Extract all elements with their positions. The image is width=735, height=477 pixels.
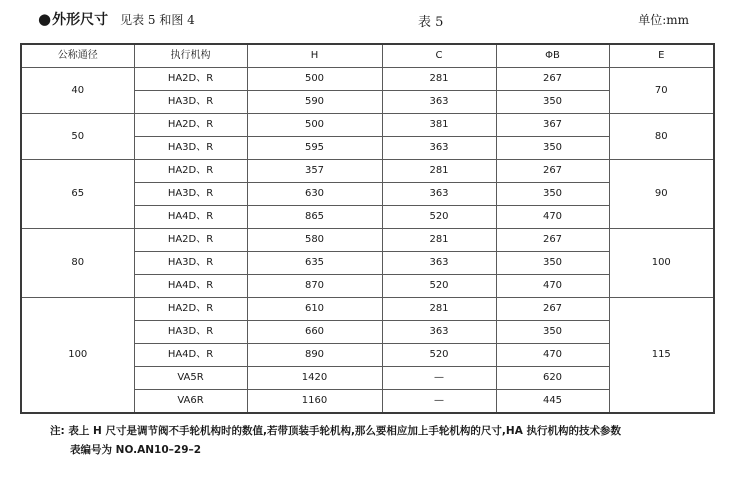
nominal-diameter-cell: 50 <box>21 114 134 160</box>
h-cell: 865 <box>247 206 382 229</box>
table-row <box>21 160 714 183</box>
actuator-cell: HA4D、R <box>134 275 247 298</box>
phi-b-cell: 470 <box>496 344 609 367</box>
phi-b-cell: 470 <box>496 206 609 229</box>
nominal-diameter-cell: 80 <box>21 229 134 298</box>
c-cell: 363 <box>382 321 496 344</box>
phi-b-cell: 350 <box>496 252 609 275</box>
h-cell: 630 <box>247 183 382 206</box>
c-cell: — <box>382 390 496 414</box>
h-cell: 357 <box>247 160 382 183</box>
phi-b-cell: 445 <box>496 390 609 414</box>
c-cell: 520 <box>382 206 496 229</box>
actuator-cell: HA3D、R <box>134 91 247 114</box>
section-title: 外形尺寸 <box>52 12 109 28</box>
phi-b-cell: 267 <box>496 298 609 321</box>
c-cell: — <box>382 367 496 390</box>
h-cell: 580 <box>247 229 382 252</box>
actuator-cell: HA2D、R <box>134 114 247 137</box>
h-cell: 870 <box>247 275 382 298</box>
table-row <box>21 68 714 91</box>
actuator-cell: VA6R <box>134 390 247 414</box>
actuator-cell: HA4D、R <box>134 206 247 229</box>
phi-b-cell: 620 <box>496 367 609 390</box>
c-cell: 363 <box>382 252 496 275</box>
table-number: 表 5 <box>418 15 444 30</box>
c-cell: 520 <box>382 275 496 298</box>
column-header: ΦB <box>496 44 609 68</box>
c-cell: 363 <box>382 183 496 206</box>
table-row <box>21 229 714 252</box>
c-cell: 281 <box>382 160 496 183</box>
table-row <box>21 298 714 321</box>
c-cell: 520 <box>382 344 496 367</box>
actuator-cell: HA4D、R <box>134 344 247 367</box>
h-cell: 635 <box>247 252 382 275</box>
c-cell: 363 <box>382 137 496 160</box>
actuator-cell: HA3D、R <box>134 321 247 344</box>
c-cell: 281 <box>382 229 496 252</box>
unit-label: 单位:mm <box>638 13 689 27</box>
column-header: E <box>609 44 714 68</box>
c-cell: 281 <box>382 298 496 321</box>
nominal-diameter-cell: 40 <box>21 68 134 114</box>
column-header: 执行机构 <box>134 44 247 68</box>
nominal-diameter-cell: 65 <box>21 160 134 229</box>
actuator-cell: HA2D、R <box>134 229 247 252</box>
actuator-cell: HA3D、R <box>134 137 247 160</box>
phi-b-cell: 350 <box>496 321 609 344</box>
table-row <box>21 114 714 137</box>
phi-b-cell: 350 <box>496 91 609 114</box>
table-header-row <box>21 44 714 68</box>
section-reference: 见表 5 和图 4 <box>120 13 195 27</box>
actuator-cell: HA3D、R <box>134 183 247 206</box>
phi-b-cell: 470 <box>496 275 609 298</box>
h-cell: 1160 <box>247 390 382 414</box>
actuator-cell: HA3D、R <box>134 252 247 275</box>
phi-b-cell: 350 <box>496 137 609 160</box>
c-cell: 381 <box>382 114 496 137</box>
h-cell: 595 <box>247 137 382 160</box>
column-header: H <box>247 44 382 68</box>
footnote-line: 表编号为 NO.AN10–29–2 <box>70 444 202 456</box>
column-header: C <box>382 44 496 68</box>
h-cell: 500 <box>247 68 382 91</box>
phi-b-cell: 350 <box>496 183 609 206</box>
h-cell: 500 <box>247 114 382 137</box>
page-header <box>0 0 735 42</box>
phi-b-cell: 267 <box>496 160 609 183</box>
c-cell: 363 <box>382 91 496 114</box>
nominal-diameter-cell: 100 <box>21 298 134 414</box>
phi-b-cell: 267 <box>496 229 609 252</box>
actuator-cell: VA5R <box>134 367 247 390</box>
phi-b-cell: 267 <box>496 68 609 91</box>
dimension-table <box>20 43 715 414</box>
actuator-cell: HA2D、R <box>134 68 247 91</box>
h-cell: 1420 <box>247 367 382 390</box>
e-cell: 80 <box>609 114 714 160</box>
section-heading <box>38 9 195 29</box>
h-cell: 890 <box>247 344 382 367</box>
c-cell: 281 <box>382 68 496 91</box>
e-cell: 70 <box>609 68 714 114</box>
actuator-cell: HA2D、R <box>134 298 247 321</box>
actuator-cell: HA2D、R <box>134 160 247 183</box>
h-cell: 660 <box>247 321 382 344</box>
bullet-icon: ● <box>38 10 52 28</box>
h-cell: 610 <box>247 298 382 321</box>
h-cell: 590 <box>247 91 382 114</box>
e-cell: 115 <box>609 298 714 414</box>
footnote-line: 注: 表上 H 尺寸是调节阀不手轮机构时的数值,若带顶装手轮机构,那么要相应加上手轮机构的尺寸,HA 执行机构的技术参数 <box>50 425 621 437</box>
phi-b-cell: 367 <box>496 114 609 137</box>
e-cell: 90 <box>609 160 714 229</box>
footnote <box>50 422 725 460</box>
e-cell: 100 <box>609 229 714 298</box>
column-header: 公称通径 <box>21 44 134 68</box>
